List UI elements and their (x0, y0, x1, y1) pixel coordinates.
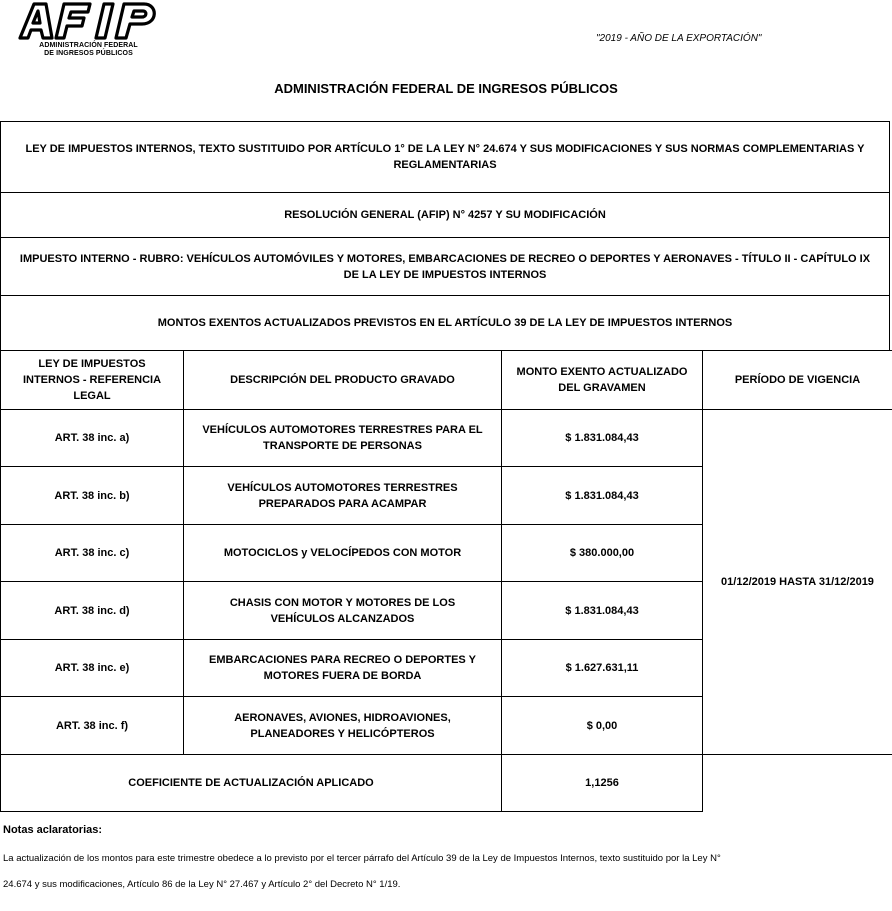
tax-section-text: IMPUESTO INTERNO - RUBRO: VEHÍCULOS AUTOMÓVILES Y MOTORES, EMBARCACIONES DE RECREO O DEPORTES Y AERONAVES - TÍTULO II - CAPÍTULO IX DE LA LEY DE IMPUESTOS INTERNOS (19, 252, 871, 281)
exempt-amount-cell: $ 380.000,00 (502, 525, 703, 582)
product-description-cell: VEHÍCULOS AUTOMOTORES TERRESTRES PREPARADOS PARA ACAMPAR (184, 467, 502, 525)
coefficient-label: COEFICIENTE DE ACTUALIZACIÓN APLICADO (1, 755, 502, 812)
legal-reference-cell: ART. 38 inc. c) (1, 525, 184, 582)
legal-reference-cell: ART. 38 inc. d) (1, 582, 184, 640)
legal-reference-cell: ART. 38 inc. b) (1, 467, 184, 525)
logo-text-line-2: DE INGRESOS PÚBLICOS (44, 50, 133, 57)
law-section-text: LEY DE IMPUESTOS INTERNOS, TEXTO SUSTITUIDO POR ARTÍCULO 1° DE LA LEY N° 24.674 Y SUS MODIFICACIONES Y SUS NORMAS COMPLEMENTARIAS Y REGLAMENTARIAS (25, 143, 865, 171)
afip-wordmark-logo (16, 0, 161, 40)
header-exempt-amount: MONTO EXENTO ACTUALIZADO DEL GRAVAMEN (502, 351, 703, 410)
table-row (1, 410, 892, 467)
notes-title: Notas aclaratorias: (3, 824, 103, 836)
note-text-line-2: 24.674 y sus modificaciones, Artículo 86 de la Ley N° 27.467 y Artículo 2° del Decreto N° 1/19. (3, 879, 401, 890)
exempt-amounts-table (0, 350, 892, 812)
note-text-line-1: La actualización de los montos para este trimestre obedece a lo previsto por el tercer párrafo del Artículo 39 de la Ley de Impuestos Internos, texto sustituido por la Ley N° (3, 853, 721, 864)
product-description-cell: MOTOCICLOS y VELOCÍPEDOS CON MOTOR (184, 525, 502, 582)
product-description-cell: EMBARCACIONES PARA RECREO O DEPORTES Y MOTORES FUERA DE BORDA (184, 640, 502, 697)
resolution-section (0, 192, 890, 238)
product-description-cell: CHASIS CON MOTOR Y MOTORES DE LOS VEHÍCULOS ALCANZADOS (184, 582, 502, 640)
legal-reference-cell: ART. 38 inc. f) (1, 697, 184, 755)
product-description-cell: VEHÍCULOS AUTOMOTORES TERRESTRES PARA EL TRANSPORTE DE PERSONAS (184, 410, 502, 467)
year-motto: "2019 - AÑO DE LA EXPORTACIÓN" (596, 33, 762, 44)
header-product-description: DESCRIPCIÓN DEL PRODUCTO GRAVADO (184, 351, 502, 410)
exempt-amount-cell: $ 0,00 (502, 697, 703, 755)
exempt-amount-cell: $ 1.627.631,11 (502, 640, 703, 697)
coefficient-value: 1,1256 (502, 755, 703, 812)
exempt-amount-cell: $ 1.831.084,43 (502, 467, 703, 525)
legal-reference-cell: ART. 38 inc. a) (1, 410, 184, 467)
coefficient-row (1, 755, 892, 812)
header-legal-reference: LEY DE IMPUESTOS INTERNOS - REFERENCIA LEGAL (1, 351, 184, 410)
logo-text-line-1: ADMINISTRACIÓN FEDERAL (39, 42, 138, 49)
empty-cell (703, 755, 892, 812)
table-header-row (1, 351, 892, 410)
amounts-section-text: MONTOS EXENTOS ACTUALIZADOS PREVISTOS EN EL ARTÍCULO 39 DE LA LEY DE IMPUESTOS INTERNOS (157, 317, 733, 329)
header-validity-period: PERÍODO DE VIGENCIA (703, 351, 892, 410)
product-description-cell: AERONAVES, AVIONES, HIDROAVIONES, PLANEADORES Y HELICÓPTEROS (184, 697, 502, 755)
validity-period-cell: 01/12/2019 HASTA 31/12/2019 (703, 410, 892, 755)
document-title: ADMINISTRACIÓN FEDERAL DE INGRESOS PÚBLICOS (274, 81, 618, 96)
exempt-amount-cell: $ 1.831.084,43 (502, 410, 703, 467)
amounts-section (0, 295, 890, 351)
tax-section (0, 237, 890, 296)
exempt-amount-cell: $ 1.831.084,43 (502, 582, 703, 640)
resolution-section-text: RESOLUCIÓN GENERAL (AFIP) N° 4257 Y SU MODIFICACIÓN (284, 209, 606, 221)
law-section (0, 121, 890, 193)
afip-logo (16, 0, 161, 62)
legal-reference-cell: ART. 38 inc. e) (1, 640, 184, 697)
